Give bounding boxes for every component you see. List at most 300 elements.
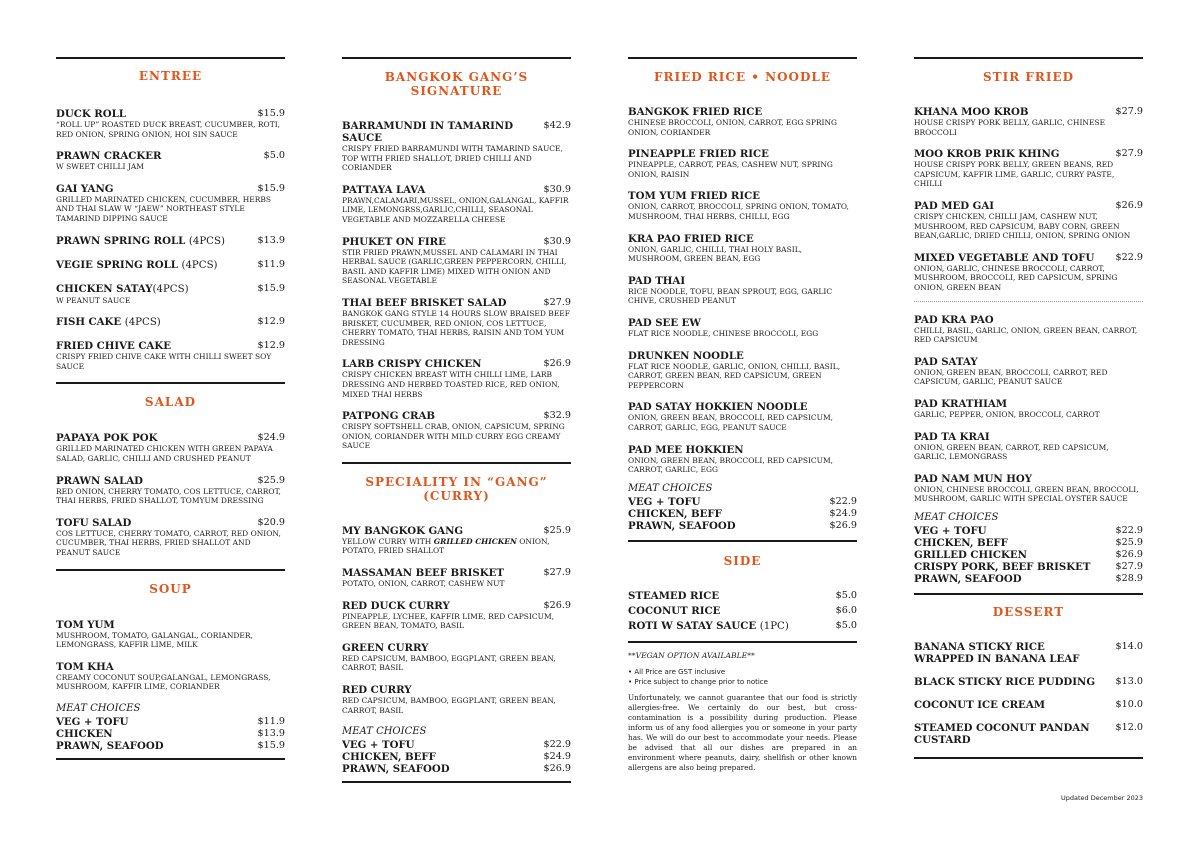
item-name [342,525,571,537]
menu-item [342,567,571,589]
menu-column-2 [342,57,571,783]
item-description: ONION, GREEN BEAN, BROCCOLI, CARROT, RED CAPSICUM, GARLIC, PEANUT SAUCE [914,367,1108,387]
menu-item [56,316,285,329]
item-price: $15.9 [257,282,285,294]
price-row-name [914,561,1090,573]
item-description: W PEANUT SAUCE [56,295,131,305]
price-row-name-text: CHICKEN, BEFF [342,751,436,764]
price-row-price: $22.9 [543,739,571,751]
item-description: CRISPY CHICKEN BREAST WITH CHILLI LIME, LARB DRESSING AND HERBED TOASTED RICE, RED ONION, MIXED THAI HERBS [342,370,560,399]
item-name-text: DRUNKEN NOODLE [628,349,744,362]
section-rule [56,57,285,59]
price-row-name-text: CHICKEN, BEFF [914,536,1008,549]
item-name [628,148,857,160]
item-name [914,431,1143,443]
item-name-text: GREEN CURRY [342,641,429,654]
section-rule [914,57,1143,59]
item-name-text: PAD TA KRAI [914,430,990,443]
section-rule [628,57,857,59]
item-name-text: KHANA MOO KROB [914,106,1029,118]
item-name [56,517,285,529]
price-row-price: $11.9 [257,715,285,727]
menu-item [914,431,1143,462]
price-row-name-text: COCONUT RICE [628,604,721,617]
stir-fried-meat-list [914,525,1143,585]
price-row-price: $5.0 [835,619,857,631]
item-name [628,317,857,329]
item-description: ONION, CARROT, BROCCOLI, SPRING ONION, TOMATO, MUSHROOM, THAI HERBS, CHILLI, EGG [628,202,849,221]
item-price: $20.9 [257,516,285,528]
item-description: “ROLL UP” ROASTED DUCK BREAST, CUCUMBER, ROTI, RED ONION, SPRING ONION, HOI SIN SAUCE [56,120,281,139]
item-portion: (4PCS) [152,283,189,295]
item-name-text: VEGIE SPRING ROLL [56,258,182,271]
price-row-name [914,525,987,537]
price-row-name [914,549,1027,561]
price-row-price: $24.9 [829,507,857,519]
price-row-name [628,520,736,532]
item-name [342,642,571,654]
price-row [914,525,1143,537]
item-description: POTATO, ONION, CARROT, CASHEW NUT [342,579,505,589]
stir-fried-list-b [914,314,1143,504]
item-name [914,398,1143,410]
menu-item [628,401,857,432]
menu-item [628,106,857,137]
menu-item [914,106,1143,137]
item-name-text: TOM YUM FRIED RICE [628,190,760,203]
menu-item [56,108,285,139]
price-row-name [628,496,701,508]
item-price: $30.9 [543,235,571,247]
item-description-part: YELLOW CURRY WITH [342,536,434,546]
item-name [56,661,285,673]
price-row-price: $22.9 [829,495,857,507]
price-row [342,751,571,763]
item-name [56,619,285,631]
item-portion: (4PCS) [124,317,161,329]
soup-list [56,619,285,692]
menu-item [56,619,285,650]
price-note-change: • Price subject to change prior to notice [628,677,768,686]
soup-meat-list [56,716,285,752]
item-name-text: PAD KRATHIAM [914,397,1008,410]
menu-item [56,235,285,248]
price-row-name-text: PRAWN, SEAFOOD [914,572,1022,585]
price-row-name-text: VEG + TOFU [628,495,701,508]
price-row-name-text: STEAMED RICE [628,589,720,602]
item-name [628,233,857,245]
price-row [342,763,571,775]
price-row-name-text: VEG + TOFU [56,715,129,728]
section-rule [342,781,571,783]
price-row-price: $24.9 [543,751,571,763]
item-name-text: FRIED CHIVE CAKE [56,340,171,353]
menu-notes [628,651,857,773]
section-title-stir-fried: STIR FRIED [982,70,1075,84]
price-row-name-text: VEG + TOFU [914,524,987,537]
item-name-text: MASSAMAN BEEF BRISKET [342,567,504,580]
menu-item [914,676,1143,688]
meat-choices-title: MEAT CHOICES [914,511,999,523]
menu-item [342,184,571,225]
item-name [56,475,285,487]
item-description: ONION, GREEN BEAN, CARROT, RED CAPSICUM, GARLIC, LEMONGRASS [914,442,1109,462]
price-row [56,716,285,728]
price-row [342,739,571,751]
item-name [56,108,285,120]
item-price: $12.9 [257,316,285,328]
price-row-name [628,620,789,633]
menu-item [628,190,857,221]
menu-item [56,661,285,692]
item-description-part: ONION, POTATO, FRIED SHALLOT [342,536,550,556]
item-name-text: GAI YANG [56,182,114,195]
meat-choices-title: MEAT CHOICES [56,702,141,714]
item-name [56,340,285,352]
price-row [56,728,285,740]
price-row [628,496,857,508]
menu-column-4 [914,57,1143,759]
section-title-curry: SPECIALITY IN “GANG” (CURRY) [365,474,548,503]
item-name-text: BLACK STICKY RICE PUDDING [914,675,1096,688]
item-price: $26.9 [543,358,571,370]
price-row-name [628,605,720,617]
section-title-salad: SALAD [144,395,197,410]
menu-item [914,722,1143,746]
item-description: MUSHROOM, TOMATO, GALANGAL, CORIANDER, LEMONGRASS, KAFFIR LIME, MILK [56,630,253,650]
item-name-text: PRAWN CRACKER [56,150,162,163]
salad-list [56,432,285,557]
item-description: STIR FRIED PRAWN,MUSSEL AND CALAMARI IN THAI HERBAL SAUCE (GARLIC,GREEN PEPPERCORN, CHILLI, BASIL AND KAFFIR LIME) MIXED WITH ONION AND SEASONAL VEGETABLE [342,247,567,286]
price-row-price: $26.9 [543,763,571,775]
item-name-text: PAD SATAY [914,355,978,368]
item-description-highlight: GRILLED CHICKEN [433,536,517,546]
menu-item [342,297,571,347]
price-row-name-text: VEG + TOFU [342,739,415,752]
item-price: $27.9 [1115,148,1143,160]
item-name [628,350,857,362]
item-name-text: TOFU SALAD [56,516,132,529]
menu-item [914,641,1143,665]
item-name [914,722,1143,746]
item-name-text: BANANA STICKY RICE WRAPPED IN BANANA LEAF [914,640,1080,665]
item-name [56,259,285,272]
item-name [342,184,571,196]
menu-item [342,600,571,631]
item-name-text: STEAMED COCONUT PANDAN CUSTARD [914,721,1090,746]
price-row [914,573,1143,585]
price-row [914,561,1143,573]
price-row-name [342,751,436,763]
dessert-list [914,641,1143,746]
item-price: $15.9 [257,108,285,119]
menu-item [342,642,571,673]
item-description: ONION, GARLIC, CHILLI, THAI HOLY BASIL, MUSHROOM, GREEN BEAN, EGG [628,244,803,264]
section-title-fried-rice-noodle: FRIED RICE • NOODLE [653,70,831,84]
item-price: $11.9 [257,258,285,270]
item-description: RICE NOODLE, TOFU, BEAN SPROUT, EGG, GARLIC CHIVE, CRUSHED PEANUT [628,286,833,306]
item-name [56,283,285,296]
item-name [56,150,285,162]
item-description: COS LETTUCE, CHERRY TOMATO, CARROT, RED ONION, CUCUMBER, THAI HERBS, FRIED SHALLOT AND PEANUT SAUCE [56,528,281,557]
menu-item [628,444,857,475]
item-name [914,356,1143,368]
item-name-text: PAD NAM MUN HOY [914,472,1033,485]
menu-item [342,525,571,556]
menu-item [342,358,571,399]
menu-item [342,410,571,451]
menu-item [914,252,1143,293]
section-rule [914,593,1143,595]
item-name [342,297,571,309]
menu-item [56,517,285,558]
item-description: GRILLED MARINATED CHICKEN WITH GREEN PAPAYA SALAD, GARLIC, CHILLI AND CRUSHED PEANUT [56,444,273,463]
item-name [914,106,1143,118]
price-row-name-text: PRAWN, SEAFOOD [628,519,736,532]
item-description: RED CAPSICUM, BAMBOO, EGGPLANT, GREEN BEAN, CARROT, BASIL [342,696,556,715]
menu-item [56,432,285,463]
price-row [628,590,857,602]
item-price: $42.9 [543,120,571,131]
item-name [628,444,857,456]
price-note-gst: • All Price are GST inclusive [628,667,726,676]
menu-item [914,200,1143,241]
item-name [56,183,285,195]
price-row-name-text: PRAWN, SEAFOOD [342,763,450,776]
item-price: $12.9 [257,340,285,352]
price-row-name-text: CHICKEN, BEFF [628,507,722,520]
menu-item [56,340,285,371]
item-name-text: RED DUCK CURRY [342,599,450,612]
item-name-text: PATPONG CRAB [342,410,436,423]
item-name-text: LARB CRISPY CHICKEN [342,358,482,371]
item-description: ONION, GREEN BEAN, BROCCOLI, RED CAPSICUM, CARROT, GARLIC, EGG, PEANUT SAUCE [628,413,834,432]
menu-item [914,473,1143,504]
price-row-price: $5.0 [835,589,857,601]
item-name-text: PHUKET ON FIRE [342,235,446,248]
menu-item [56,475,285,506]
item-name [914,200,1143,212]
menu-item [56,150,285,172]
price-row-price: $13.9 [257,727,285,739]
item-description: CRISPY CHICKEN, CHILLI JAM, CASHEW NUT, MUSHROOM, RED CAPSICUM, BABY CORN, GREEN BEAN,GARLIC, DRIED CHILLI, ONION, SPRING ONION [914,211,1131,241]
menu-item [628,275,857,306]
item-description: CRISPY FRIED BARRAMUNDI WITH TAMARIND SAUCE, TOP WITH FRIED SHALLOT, DRIED CHILLI AND CORIANDER [342,144,563,173]
menu-item [914,356,1143,387]
item-description: GARLIC, PEPPER, ONION, BROCCOLI, CARROT [914,409,1100,419]
item-name-text: TOM KHA [56,660,114,673]
item-name [342,410,571,422]
item-name [914,148,1143,160]
price-row-price: $27.9 [1115,560,1143,572]
section-rule [342,462,571,464]
price-row [628,520,857,532]
price-row-name [342,739,415,751]
item-price: $14.0 [1115,640,1143,652]
item-description: FLAT RICE NOODLE, CHINESE BROCCOLI, EGG [628,328,819,338]
item-name-text: MY BANGKOK GANG [342,524,464,537]
item-name-text: PINEAPPLE FRIED RICE [628,148,769,161]
menu-item [914,699,1143,711]
item-name [342,567,571,579]
menu-item [56,259,285,272]
price-row [56,740,285,752]
curry-list [342,525,571,715]
section-rule [56,758,285,760]
section-rule [914,757,1143,759]
item-name-text: PATTAYA LAVA [342,183,426,196]
menu-item [342,236,571,286]
item-name-text: DUCK ROLL [56,108,126,120]
price-row [914,549,1143,561]
item-price: $25.9 [257,474,285,486]
price-row [628,508,857,520]
item-price: $10.0 [1115,698,1143,710]
item-price: $24.9 [257,432,285,444]
item-description: PINEAPPLE, CARROT, PEAS, CASHEW NUT, SPRING ONION, RAISIN [628,160,833,179]
item-name-text: PAD MED GAI [914,199,994,212]
item-description: CREAMY COCONUT SOUP,GALANGAL, LEMONGRASS, MUSHROOM, KAFFIR LIME, CORIANDER [56,672,271,692]
item-name-text: PAD KRA PAO [914,313,994,326]
menu-item [56,283,285,306]
section-title-soup: SOUP [149,581,192,596]
item-price: $26.9 [1115,199,1143,211]
item-description: RED ONION, CHERRY TOMATO, COS LETTUCE, CARROT, THAI HERBS, FRIED SHALLOT, TOMYUM DRESSING [56,486,281,506]
item-price: $32.9 [543,410,571,422]
item-price: $13.0 [1115,675,1143,687]
item-name-text: PAD SEE EW [628,316,701,329]
price-row-name [914,537,1008,549]
meat-choices-title: MEAT CHOICES [342,726,427,738]
item-name-text: THAI BEEF BRISKET SALAD [342,296,507,309]
item-description [342,537,571,556]
item-description: HOUSE CRISPY PORK BELLY, GARLIC, CHINESE BROCCOLI [914,118,1106,137]
item-description: FLAT RICE NOODLE, GARLIC, ONION, CHILLI, BASIL, CARROT, GREEN BEAN, RED CAPSICUM, GREEN PEPPERCORN [628,361,841,390]
section-title-dessert: DESSERT [992,604,1065,619]
price-row-name [628,590,719,602]
item-name [628,106,857,118]
item-price: $27.9 [1115,106,1143,117]
price-row-name [914,573,1022,585]
price-row-price: $25.9 [1115,536,1143,548]
menu-item [914,148,1143,189]
item-name [56,235,285,248]
item-name [628,190,857,202]
fried-rice-list [628,106,857,475]
item-name [914,699,1143,711]
price-row-portion: (1PC) [759,620,789,632]
price-row-price: $26.9 [1115,548,1143,560]
item-name-text: BARRAMUNDI IN TAMARIND SAUCE [342,120,514,144]
price-row [914,537,1143,549]
section-rule [56,569,285,571]
entree-list [56,108,285,371]
vegan-note: **VEGAN OPTION AVAILABLE** [628,650,755,660]
section-rule [342,57,571,59]
item-name [628,401,857,413]
price-row-name [628,508,722,520]
item-price: $27.9 [543,296,571,308]
fried-rice-meat-list [628,496,857,532]
price-row-name [56,716,129,728]
curry-meat-list [342,739,571,775]
price-row [628,605,857,617]
item-price: $26.9 [543,599,571,611]
item-description: RED CAPSICUM, BAMBOO, EGGPLANT, GREEN BEAN, CARROT, BASIL [342,653,556,673]
item-name-text: COCONUT ICE CREAM [914,698,1045,711]
price-row-price: $6.0 [835,604,857,616]
item-name [342,600,571,612]
item-description: CRISPY SOFTSHELL CRAB, ONION, CAPSICUM, SPRING ONION, CORIANDER WITH MILD CURRY EGG CREAMY SAUCE [342,422,565,451]
item-description: W SWEET CHILLI JAM [56,162,144,172]
signature-list [342,120,571,451]
item-description: HOUSE CRISPY PORK BELLY, GREEN BEANS, RED CAPSICUM, KAFFIR LIME, GARLIC, CURRY PASTE, CHILLI [914,160,1115,189]
item-description: ONION, CHINESE BROCCOLI, GREEN BEAN, BROCCOLI, MUSHROOM, GARLIC WITH SPECIAL OYSTER SAUCE [914,484,1139,504]
updated-date: Updated December 2023 [1061,794,1144,802]
price-row-name [56,728,113,740]
meat-choices-title: MEAT CHOICES [628,482,713,494]
item-price: $15.9 [257,182,285,194]
item-name-text: PAPAYA POK POK [56,432,158,445]
price-row-name-text: CHICKEN [56,727,113,740]
item-price: $30.9 [543,183,571,195]
section-rule [628,540,857,542]
item-price: $25.9 [543,524,571,536]
menu-item [628,350,857,391]
item-name [56,316,285,329]
price-row [628,620,857,633]
section-title-entree: ENTREE [138,69,203,83]
price-row-price: $26.9 [829,519,857,531]
menu-column-1 [56,57,285,760]
item-name-text: BANGKOK FRIED RICE [628,106,763,118]
item-name [342,684,571,696]
item-name-text: KRA PAO FRIED RICE [628,232,754,245]
item-price: $27.9 [543,567,571,579]
menu-item [914,314,1143,345]
item-name [914,473,1143,485]
dotted-divider [914,301,1143,302]
item-description: PRAWN,CALAMARI,MUSSEL, ONION,GALANGAL, KAFFIR LIME, LEMONGRSS,GARLIC,CHILLI, SEASONAL VEGETABLE AND MOZZARELLA CHEESE [342,195,569,224]
item-name-text: MIXED VEGETABLE AND TOFU [914,251,1095,264]
price-row-name [342,763,450,775]
menu-item [342,684,571,715]
item-price: $13.9 [257,234,285,246]
section-rule [56,382,285,384]
price-row-name-text: ROTI W SATAY SAUCE [628,619,760,632]
stir-fried-list-a [914,106,1143,293]
item-name-text: PAD THAI [628,274,686,287]
price-row-price: $28.9 [1115,572,1143,584]
item-name-text: PAD MEE HOKKIEN [628,443,744,456]
item-name-text: CHICKEN SATAY [56,282,153,295]
side-list [628,590,857,633]
menu-item [342,120,571,173]
menu-item [628,148,857,179]
menu-item [628,317,857,339]
item-portion: (4PCS) [181,259,218,271]
section-title-signature: BANGKOK GANG’S SIGNATURE [384,70,529,98]
item-name-text: PRAWN SALAD [56,474,143,487]
item-name [914,252,1143,264]
item-name-text: RED CURRY [342,684,412,697]
allergy-disclaimer: Unfortunately, we cannot guarantee that our food is strictly allergies-free. We certainly do our best, but cross-contamination is a possibility during production. Please inform us of any food allergies you or someone in your party has. We will do our best to accommodate your needs. Please be advised that all our dishes are prepared in an environment where peanuts, dairy, shellfish or other known allergens are also being prepared. [628,692,857,772]
item-description: CRISPY FRIED CHIVE CAKE WITH CHILLI SWEET SOY SAUCE [56,352,272,371]
item-description: CHINESE BROCCOLI, ONION, CARROT, EGG SPRING ONION, CORIANDER [628,118,838,137]
menu-column-3 [628,57,857,773]
item-name [914,314,1143,326]
price-row-name-text: CRISPY PORK, BEEF BRISKET [914,560,1091,573]
